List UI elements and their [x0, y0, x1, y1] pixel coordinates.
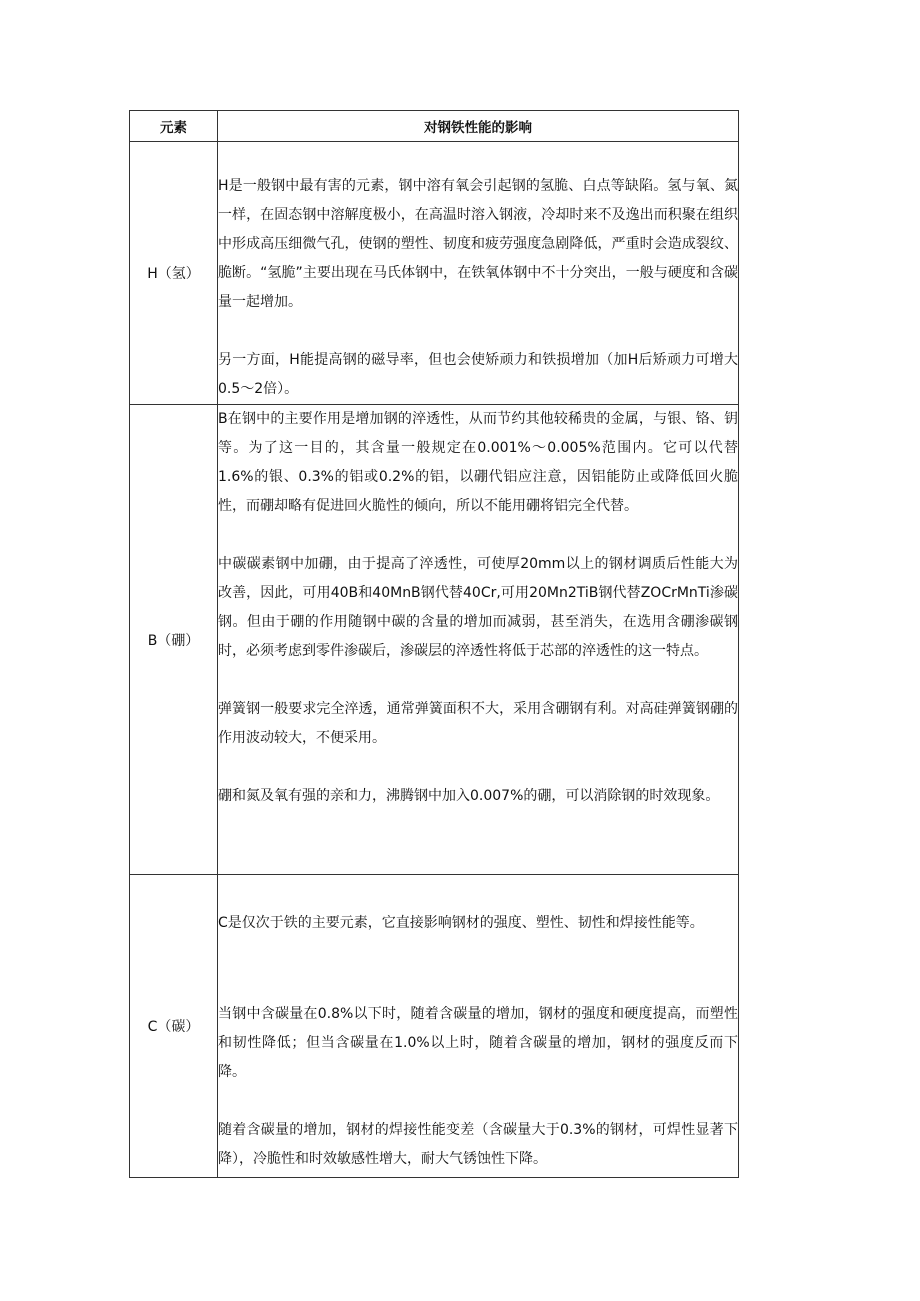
paragraph: 弹簧钢一般要求完全淬透，通常弹簧面积不大，采用含硼钢有利。对高硅弹簧钢硼的作用波动较大，不便采用。: [218, 701, 738, 746]
element-effects-table: [129, 110, 739, 1178]
effect-cell: [218, 875, 739, 1178]
effect-cell: [218, 405, 739, 875]
paragraph: C是仅次于铁的主要元素，它直接影响钢材的强度、塑性、韧性和焊接性能等。: [218, 915, 704, 931]
table-row-hydrogen: [130, 142, 739, 405]
paragraph: 随着含碳量的增加，钢材的焊接性能变差（含碳量大于0.3%的钢材，可焊性显著下降），冷脆性和时效敏感性增大，耐大气锈蚀性下降。: [218, 1122, 738, 1167]
paragraph: 当钢中含碳量在0.8%以下时，随着含碳量的增加，钢材的强度和硬度提高，而塑性和韧性降低；但当含碳量在1.0%以上时，随着含碳量的增加，钢材的强度反而下降。: [218, 1006, 738, 1080]
header-element: 元素: [130, 111, 218, 142]
paragraph: 另一方面，H能提高钢的磁导率，但也会使矫顽力和铁损增加（加H后矫顽力可增大0.5～2倍）。: [218, 352, 738, 397]
paragraph: H是一般钢中最有害的元素，钢中溶有氧会引起钢的氢脆、白点等缺陷。氢与氧、氮一样，在固态钢中溶解度极小，在高温时溶入钢液，冷却时来不及逸出而积聚在组织中形成高压细微气孔，使钢的塑性、韧度和疲劳强度急剧降低，严重时会造成裂纹、脆断。“氢脆”主要出现在马氏体钢中，在铁氧体钢中不十分突出，一般与硬度和含碳量一起增加。: [218, 178, 738, 310]
paragraph: B在钢中的主要作用是增加钢的淬透性，从而节约其他较稀贵的金属，与银、铬、钥等。为了这一目的，其含量一般规定在0.001%～0.005%范围内。它可以代替1.6%的银、0.3%的铝或0.2%的铝，以硼代铝应注意，因铝能防止或降低回火脆性，而硼却略有促进回火脆性的倾向，所以不能用硼将铝完全代替。: [218, 411, 738, 514]
table-header-row: [130, 111, 739, 142]
paragraph: 硼和氮及氧有强的亲和力，沸腾钢中加入0.007%的硼，可以消除钢的时效现象。: [218, 788, 720, 804]
element-cell: B（硼）: [130, 405, 218, 875]
element-cell: C（碳）: [130, 875, 218, 1178]
table-row-carbon: [130, 875, 739, 1178]
header-effect: 对钢铁性能的影响: [218, 111, 739, 142]
table-row-boron: [130, 405, 739, 875]
paragraph: 中碳碳素钢中加硼，由于提高了淬透性，可使厚20mm以上的钢材调质后性能大为改善，因此，可用40B和40MnB钢代替40Cr,可用20Mn2TiB钢代替ZOCrMnTi渗碳钢。但由于硼的作用随钢中碳的含量的增加而减弱，甚至消失，在选用含硼渗碳钢时，必须考虑到零件渗碳后，渗碳层的淬透性将低于芯部的淬透性的这一特点。: [218, 556, 738, 659]
element-cell: H（氢）: [130, 142, 218, 405]
effect-cell: [218, 142, 739, 405]
